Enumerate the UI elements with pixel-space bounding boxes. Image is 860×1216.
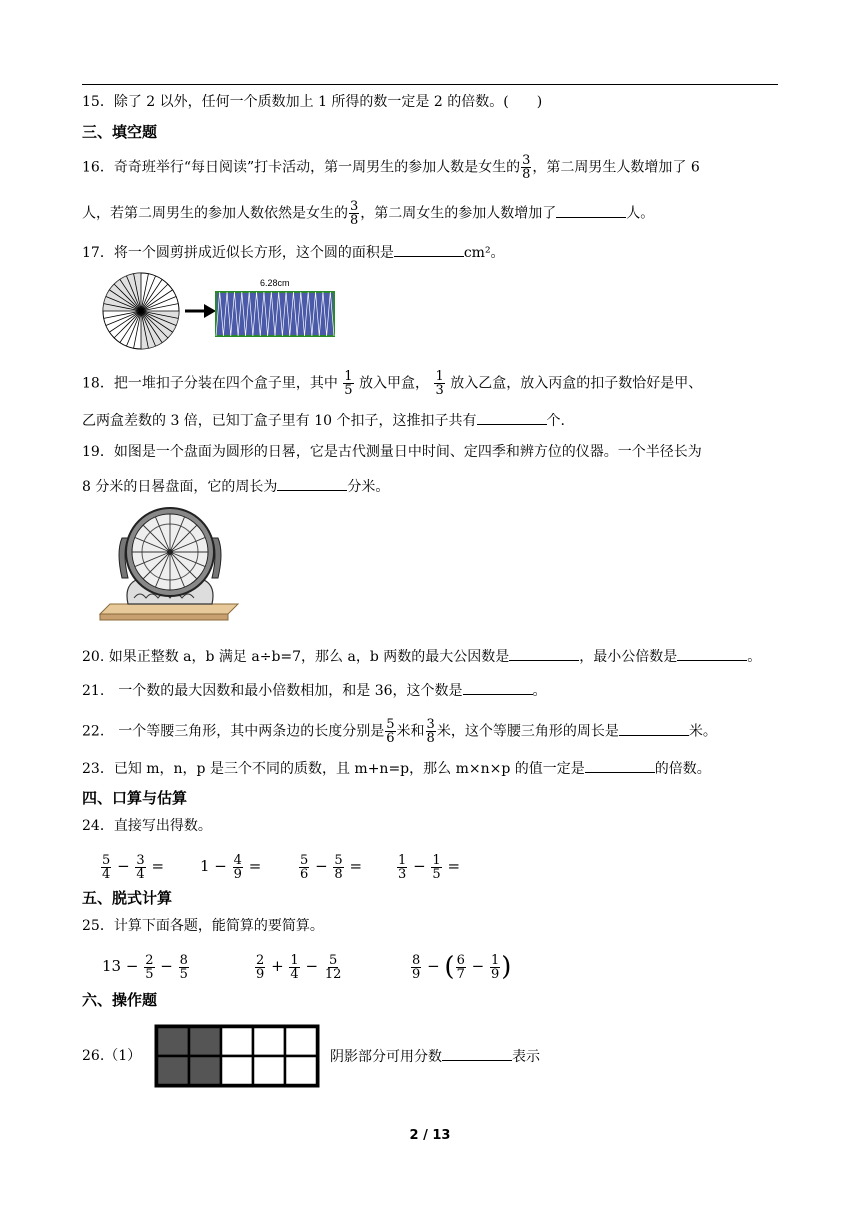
frac-numerator: 8 bbox=[179, 952, 188, 968]
q21-text-a: 21. 一个数的最大因数和最小倍数相加，和是 36，这个数是 bbox=[82, 683, 463, 699]
frac bbox=[431, 854, 441, 881]
q22-text-d: 米。 bbox=[688, 723, 717, 740]
frac-numerator: 5 bbox=[334, 852, 343, 868]
equals: = bbox=[447, 857, 461, 875]
q17-text-b: cm²。 bbox=[463, 245, 505, 261]
grid-cell-shaded bbox=[189, 1056, 221, 1085]
q16-text-b: ，第二周男生人数增加了 6 bbox=[532, 159, 700, 176]
q25-expression-3 bbox=[410, 952, 511, 981]
q20-text-b: ，最小公倍数是 bbox=[579, 649, 678, 665]
frac-numerator: 4 bbox=[233, 852, 242, 868]
q22-text-b: 米和 bbox=[396, 723, 425, 740]
frac bbox=[490, 954, 500, 981]
q19-text-a: 8 分米的日晷盘面，它的周长为 bbox=[82, 479, 278, 495]
q21-text-b: 。 bbox=[532, 683, 547, 699]
frac bbox=[179, 954, 189, 981]
lead: 1 − bbox=[200, 857, 227, 875]
frac-denominator: 8 bbox=[426, 731, 435, 746]
frac-denominator: 12 bbox=[324, 966, 342, 982]
q19-text-b: 分米。 bbox=[347, 479, 390, 495]
frac-numerator: 1 bbox=[432, 852, 441, 868]
q20-answer-blank-lcm[interactable] bbox=[677, 646, 747, 661]
q21-answer-blank[interactable] bbox=[463, 680, 533, 695]
q16-text-c: 人，若第二周男生的参加人数依然是女生的 bbox=[82, 205, 348, 222]
equals: = bbox=[349, 857, 363, 875]
q18-text-c: 放入乙盒，放入丙盒的扣子数恰好是甲、 bbox=[450, 375, 703, 392]
q18-text-a: 18．把一堆扣子分装在四个盒子里，其中 bbox=[82, 375, 338, 392]
q18-text-d: 乙两盒差数的 3 倍，已知丁盒子里有 10 个扣子，这推扣子共有 bbox=[82, 413, 477, 429]
rectangle-length-label: 6.28cm bbox=[260, 278, 290, 288]
frac-numerator: 1 bbox=[398, 852, 407, 868]
q24-item-3 bbox=[298, 852, 362, 881]
q16-answer-blank[interactable] bbox=[556, 203, 626, 218]
q23-text-a: 23．已知 m，n，p 是三个不同的质数，且 m+n=p，那么 m×n×p 的值一定是 bbox=[82, 761, 585, 777]
q18-fraction-1 bbox=[343, 370, 353, 397]
question-19-line-1: 19．如图是一个盘面为圆形的日晷，它是古代测量日中时间、定四季和辨方位的仪器。一个半径长为 bbox=[82, 444, 702, 460]
frac-numerator: 6 bbox=[456, 952, 465, 968]
frac-denominator: 5 bbox=[432, 866, 441, 882]
frac-numerator: 8 bbox=[412, 952, 421, 968]
q22-text-a: 22. 一个等腰三角形，其中两条边的长度分别是 bbox=[82, 723, 385, 740]
approx-rectangle bbox=[216, 292, 334, 336]
header-rule bbox=[82, 84, 778, 85]
q24-item-1 bbox=[100, 852, 164, 881]
frac-denominator: 9 bbox=[233, 866, 242, 882]
shaded-grid-figure bbox=[154, 1024, 320, 1088]
frac-denominator: 8 bbox=[522, 167, 531, 182]
frac-denominator: 9 bbox=[491, 966, 500, 982]
grid-cell bbox=[285, 1027, 317, 1056]
q20-text-c: 。 bbox=[747, 649, 762, 665]
operator: + bbox=[271, 957, 284, 975]
question-24: 24．直接写出得数。 bbox=[82, 818, 212, 834]
frac-denominator: 6 bbox=[386, 731, 395, 746]
question-16-line-2 bbox=[82, 200, 654, 227]
frac-numerator: 2 bbox=[256, 952, 265, 968]
frac bbox=[233, 854, 243, 881]
question-20 bbox=[82, 646, 761, 667]
q23-answer-blank[interactable] bbox=[585, 758, 655, 773]
operator: − bbox=[471, 957, 485, 975]
q19-answer-blank[interactable] bbox=[277, 476, 347, 491]
frac bbox=[456, 954, 466, 981]
question-18-line-1 bbox=[82, 370, 702, 397]
frac-denominator: 9 bbox=[256, 966, 265, 982]
q24-item-4 bbox=[396, 852, 460, 881]
frac-denominator: 4 bbox=[136, 866, 145, 882]
question-26-label: 26.（1） bbox=[82, 1048, 142, 1064]
question-21 bbox=[82, 680, 547, 701]
q16-text-e: 人。 bbox=[626, 205, 655, 222]
frac-denominator: 5 bbox=[145, 966, 154, 982]
left-paren: ( bbox=[444, 952, 455, 982]
question-26-text bbox=[330, 1046, 540, 1067]
frac-numerator: 3 bbox=[426, 717, 435, 732]
q18-fraction-2 bbox=[434, 370, 444, 397]
operator: − bbox=[117, 857, 130, 875]
sundial-figure bbox=[100, 508, 240, 622]
frac-numerator: 2 bbox=[145, 952, 154, 968]
q16-fraction-1 bbox=[521, 154, 531, 181]
frac-denominator: 8 bbox=[334, 866, 343, 882]
q23-text-b: 的倍数。 bbox=[654, 761, 711, 777]
frac-numerator: 5 bbox=[386, 717, 395, 732]
right-paren: ) bbox=[501, 952, 512, 982]
grid-cell bbox=[253, 1027, 285, 1056]
frac-denominator: 7 bbox=[456, 966, 465, 982]
q18-text-b: 放入甲盒， bbox=[359, 375, 430, 392]
frac-denominator: 5 bbox=[179, 966, 188, 982]
frac-numerator: 1 bbox=[435, 369, 444, 384]
frac bbox=[144, 954, 154, 981]
question-25: 25．计算下面各题，能简算的要简算。 bbox=[82, 918, 324, 934]
q26-text-b: 表示 bbox=[512, 1049, 540, 1065]
q25-expression-2 bbox=[254, 952, 343, 981]
q24-item-2 bbox=[200, 852, 261, 881]
frac bbox=[299, 854, 309, 881]
operator: − bbox=[305, 957, 319, 975]
frac-denominator: 6 bbox=[300, 866, 309, 882]
frac-numerator: 3 bbox=[136, 852, 145, 868]
grid-cell-shaded bbox=[189, 1027, 221, 1056]
grid-cell bbox=[221, 1027, 253, 1056]
question-18-line-2 bbox=[82, 410, 565, 431]
question-16-line-1 bbox=[82, 154, 700, 181]
q17-answer-blank[interactable] bbox=[394, 242, 464, 257]
q26-answer-blank[interactable] bbox=[442, 1046, 512, 1061]
question-23 bbox=[82, 758, 711, 779]
q16-text-d: ，第二周女生的参加人数增加了 bbox=[360, 205, 557, 222]
frac bbox=[101, 854, 111, 881]
grid-cell bbox=[253, 1056, 285, 1085]
frac-denominator: 4 bbox=[290, 966, 299, 982]
q20-text-a: 20. 如果正整数 a，b 满足 a÷b=7，那么 a，b 两数的最大公因数是 bbox=[82, 649, 510, 665]
equals: = bbox=[248, 857, 262, 875]
q22-fraction-1 bbox=[385, 718, 395, 745]
frac-numerator: 5 bbox=[300, 852, 309, 868]
frac-numerator: 3 bbox=[350, 199, 359, 214]
frac-numerator: 5 bbox=[328, 952, 338, 968]
section-heading-step-calculation: 五、脱式计算 bbox=[82, 889, 173, 907]
arrow bbox=[185, 304, 216, 318]
section-heading-fill-blank: 三、填空题 bbox=[82, 123, 158, 141]
frac-denominator: 8 bbox=[350, 213, 359, 228]
frac bbox=[289, 954, 299, 981]
frac-denominator: 9 bbox=[412, 966, 421, 982]
frac-denominator: 3 bbox=[435, 383, 444, 398]
q22-text-c: 米，这个等腰三角形的周长是 bbox=[436, 723, 619, 740]
frac bbox=[333, 854, 343, 881]
frac-denominator: 4 bbox=[102, 866, 111, 882]
frac-denominator: 3 bbox=[398, 866, 407, 882]
grid-cell-shaded bbox=[157, 1056, 189, 1085]
frac-numerator: 1 bbox=[491, 952, 500, 968]
grid-cell-shaded bbox=[157, 1027, 189, 1056]
operator: − bbox=[160, 957, 173, 975]
q22-fraction-2 bbox=[426, 718, 436, 745]
q25-expression-1 bbox=[102, 952, 190, 981]
question-17 bbox=[82, 242, 505, 263]
q16-fraction-2 bbox=[349, 200, 359, 227]
q18-answer-blank[interactable] bbox=[477, 410, 547, 425]
frac-numerator: 3 bbox=[522, 153, 531, 168]
frac-numerator: 1 bbox=[290, 952, 299, 968]
frac bbox=[135, 854, 145, 881]
question-19-line-2 bbox=[82, 476, 389, 497]
q16-text-a: 16．奇奇班举行“每日阅读”打卡活动，第一周男生的参加人数是女生的 bbox=[82, 159, 521, 176]
frac-denominator: 5 bbox=[344, 383, 353, 398]
section-heading-mental-math: 四、口算与估算 bbox=[82, 789, 188, 807]
circle-to-rectangle-figure bbox=[100, 270, 340, 354]
q17-text-a: 17．将一个圆剪拼成近似长方形，这个圆的面积是 bbox=[82, 245, 394, 261]
grid-cell bbox=[285, 1056, 317, 1085]
question-22 bbox=[82, 718, 717, 745]
frac-numerator: 1 bbox=[344, 369, 353, 384]
frac bbox=[255, 954, 265, 981]
frac bbox=[411, 954, 421, 981]
operator: − bbox=[427, 957, 440, 975]
equals: = bbox=[151, 857, 165, 875]
section-heading-operation: 六、操作题 bbox=[82, 991, 158, 1009]
frac bbox=[324, 954, 343, 981]
q22-answer-blank[interactable] bbox=[619, 721, 689, 736]
q26-text-a: 阴影部分可用分数 bbox=[330, 1049, 442, 1065]
q20-answer-blank-gcd[interactable] bbox=[509, 646, 579, 661]
page-number: 2 / 13 bbox=[409, 1128, 451, 1143]
frac-numerator: 5 bbox=[102, 852, 111, 868]
frac bbox=[397, 854, 407, 881]
lead: 13 − bbox=[102, 957, 139, 975]
grid-cell bbox=[221, 1056, 253, 1085]
q18-text-e: 个. bbox=[546, 413, 565, 429]
divided-circle bbox=[103, 273, 179, 349]
operator: − bbox=[413, 857, 426, 875]
question-15: 15．除了 2 以外，任何一个质数加上 1 所得的数一定是 2 的倍数。( ) bbox=[82, 94, 543, 110]
operator: − bbox=[315, 857, 328, 875]
